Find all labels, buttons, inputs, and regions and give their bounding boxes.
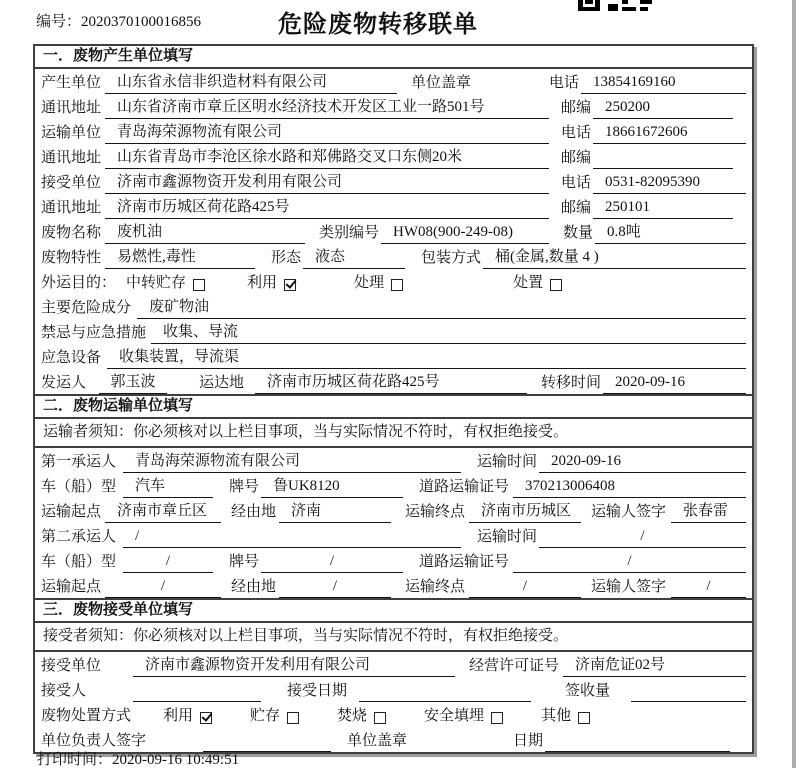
producer-value: 山东省永信非织造材料有限公司 — [105, 70, 397, 94]
transfer-time-label: 转移时间 — [541, 375, 602, 391]
accept-unit-label: 接受单位 — [41, 658, 102, 674]
quantity-value: 0.8吨 — [595, 220, 746, 244]
permit1-label: 道路运输证号 — [419, 479, 510, 495]
zip3-value: 250101 — [593, 199, 733, 219]
origin2-label: 运输起点 — [41, 579, 102, 595]
purpose-use-checkbox — [284, 279, 296, 291]
time1-label: 运输时间 — [477, 454, 538, 470]
vehicle2-value: / — [123, 553, 213, 573]
purpose-row — [35, 269, 752, 294]
category-value: HW08(900-249-08) — [381, 224, 549, 244]
via2-value: / — [279, 578, 391, 598]
transporter-value: 青岛海荣源物流有限公司 — [105, 120, 549, 144]
date-label: 日期 — [513, 733, 544, 749]
license-value: 济南危证02号 — [563, 653, 746, 677]
zip2-label: 邮编 — [561, 150, 592, 166]
document-header — [0, 0, 796, 44]
disposal-other-label: 其他 — [541, 708, 572, 724]
sign2-label: 运输人签字 — [591, 579, 667, 595]
carrier2-label: 第二承运人 — [41, 529, 117, 545]
purpose-dispose-checkbox — [550, 279, 562, 291]
document-number-label: 编号： — [36, 14, 82, 30]
purpose-transfer-checkbox — [193, 279, 205, 291]
zip1-label: 邮编 — [561, 100, 592, 116]
origin2-value: / — [105, 578, 221, 598]
producer-row — [35, 69, 752, 94]
receiver-label: 接受单位 — [41, 175, 102, 191]
phone3-value: 0531-82095390 — [593, 174, 746, 194]
zip3-label: 邮编 — [561, 200, 592, 216]
waste-name-label: 废物名称 — [41, 225, 102, 241]
addr1-label: 通讯地址 — [41, 100, 102, 116]
purpose-option-dispose-label: 处置 — [513, 275, 544, 291]
quantity-label: 数量 — [563, 225, 594, 241]
dest-label: 运达地 — [199, 375, 245, 391]
hazard-label: 主要危险成分 — [41, 300, 132, 316]
purpose-option-transfer-label: 中转贮存 — [126, 275, 187, 291]
disposal-label: 废物处置方式 — [41, 708, 132, 724]
transporter-label: 运输单位 — [41, 125, 102, 141]
dest1-label: 运输终点 — [405, 504, 466, 520]
unit-seal2-label: 单位盖章 — [347, 733, 408, 749]
date-value — [545, 749, 730, 752]
transporter-row — [35, 119, 752, 144]
route2-row — [35, 573, 752, 598]
sign1-value: 张春雷 — [671, 499, 746, 523]
shipper-value: 郭玉波 — [99, 370, 167, 394]
addr3-label: 通讯地址 — [41, 200, 102, 216]
phone1-value: 13854169160 — [581, 74, 746, 94]
amount-value — [631, 699, 746, 702]
disposal-use-label: 利用 — [163, 708, 194, 724]
license-label: 经营许可证号 — [469, 658, 560, 674]
form-label: 形态 — [271, 250, 302, 266]
dest-value: 济南市历城区荷花路425号 — [255, 370, 527, 394]
disposal-burn-label: 焚烧 — [337, 708, 368, 724]
zip2-value — [593, 166, 733, 169]
dest2-label: 运输终点 — [405, 579, 466, 595]
chief-sign-label: 单位负责人签字 — [41, 733, 147, 749]
disposal-use-checkbox — [200, 712, 212, 724]
packing-label: 包装方式 — [421, 250, 482, 266]
waste-name-row — [35, 219, 752, 244]
vehicle1-value: 汽车 — [123, 474, 213, 498]
taboo-row — [35, 319, 752, 344]
page-title: 危险废物转移联单 — [278, 12, 478, 38]
taboo-value: 收集、导流 — [151, 320, 746, 344]
carrier1-label: 第一承运人 — [41, 454, 117, 470]
plate1-value: 鲁UK8120 — [261, 474, 403, 498]
plate2-value: / — [261, 553, 403, 573]
hazard-value: 废矿物油 — [137, 295, 746, 319]
packing-value: 桶(金属,数量 4 ) — [483, 245, 746, 269]
vehicle1-label: 车（船）型 — [41, 479, 117, 495]
section2-header: 二．废物运输单位填写 — [35, 394, 752, 419]
shipper-row — [35, 369, 752, 394]
disposal-store-checkbox — [287, 712, 299, 724]
carrier1-row — [35, 448, 752, 473]
phone2-label: 电话 — [561, 125, 592, 141]
print-time — [37, 748, 239, 768]
origin1-label: 运输起点 — [41, 504, 102, 520]
addr2-label: 通讯地址 — [41, 150, 102, 166]
phone3-label: 电话 — [561, 175, 592, 191]
hazard-row — [35, 294, 752, 319]
plate1-label: 牌号 — [229, 479, 260, 495]
zip1-value: 250200 — [593, 99, 733, 119]
receiver-row — [35, 169, 752, 194]
trait-value: 易燃性,毒性 — [105, 245, 255, 269]
vehicle2-row — [35, 548, 752, 573]
dest1-value: 济南市历城区 — [469, 499, 581, 523]
sign1-label: 运输人签字 — [591, 504, 667, 520]
time2-label: 运输时间 — [477, 529, 538, 545]
trait-label: 废物特性 — [41, 250, 102, 266]
dest2-value: / — [469, 578, 581, 598]
disposal-landfill-label: 安全填埋 — [424, 708, 485, 724]
print-time-value: 2020-09-16 10:49:51 — [112, 752, 240, 768]
section3-header: 三．废物接受单位填写 — [35, 598, 752, 623]
disposal-store-label: 贮存 — [250, 708, 281, 724]
transfer-time-value: 2020-09-16 — [603, 374, 746, 394]
form-value: 液态 — [303, 245, 405, 269]
vehicle1-row — [35, 473, 752, 498]
sign2-value: / — [671, 578, 746, 598]
acceptor-label: 接受人 — [41, 683, 87, 699]
amount-label: 签收量 — [565, 683, 611, 699]
disposal-burn-checkbox — [374, 712, 386, 724]
carrier2-row — [35, 523, 752, 548]
unit-seal-label: 单位盖章 — [411, 75, 472, 91]
permit1-value: 370213006408 — [513, 478, 746, 498]
permit2-label: 道路运输证号 — [419, 554, 510, 570]
disposal-landfill-checkbox — [491, 712, 503, 724]
disposal-row — [35, 702, 752, 727]
addr2-value: 山东省青岛市李沧区徐水路和郑佛路交叉口东侧20米 — [105, 145, 549, 169]
via1-label: 经由地 — [231, 504, 277, 520]
carrier2-value: / — [123, 528, 461, 548]
permit2-value: / — [513, 553, 746, 573]
producer-label: 产生单位 — [41, 75, 102, 91]
addr3-value: 济南市历城区荷花路425号 — [105, 195, 549, 219]
accept-unit-row — [35, 652, 752, 677]
print-time-label: 打印时间： — [37, 752, 113, 768]
transporter-address-row — [35, 144, 752, 169]
accept-date-label: 接受日期 — [287, 683, 348, 699]
route1-row — [35, 498, 752, 523]
equipment-row — [35, 344, 752, 369]
origin1-value: 济南市章丘区 — [105, 499, 221, 523]
accept-unit-value: 济南市鑫源物资开发利用有限公司 — [133, 653, 455, 677]
time2-value: / — [539, 528, 746, 548]
phone2-value: 18661672606 — [593, 124, 746, 144]
equipment-value: 收集装置，导流渠 — [107, 345, 746, 369]
page-right-edge — [792, 0, 796, 768]
receiver-address-row — [35, 194, 752, 219]
waste-trait-row — [35, 244, 752, 269]
qr-code-fragment — [578, 0, 654, 12]
carrier1-value: 青岛海荣源物流有限公司 — [123, 449, 461, 473]
taboo-label: 禁忌与应急措施 — [41, 325, 147, 341]
section2-notice: 运输者须知：你必须核对以上栏目事项，当与实际情况不符时，有权拒绝接受。 — [35, 419, 752, 448]
disposal-other-checkbox — [578, 712, 590, 724]
section3-notice: 接受者须知：你必须核对以上栏目事项，当与实际情况不符时，有权拒绝接受。 — [35, 623, 752, 652]
purpose-option-treat-label: 处理 — [354, 275, 385, 291]
via1-value: 济南 — [279, 499, 391, 523]
via2-label: 经由地 — [231, 579, 277, 595]
time1-value: 2020-09-16 — [539, 453, 746, 473]
shipper-label: 发运人 — [41, 375, 87, 391]
section1-header: 一．废物产生单位填写 — [35, 46, 752, 69]
vehicle2-label: 车（船）型 — [41, 554, 117, 570]
acceptor-value — [133, 699, 261, 702]
addr1-value: 山东省济南市章丘区明水经济技术开发区工业一路501号 — [105, 95, 549, 119]
purpose-option-use-label: 利用 — [247, 275, 278, 291]
producer-address-row — [35, 94, 752, 119]
plate2-label: 牌号 — [229, 554, 260, 570]
acceptor-row — [35, 677, 752, 702]
purpose-treat-checkbox — [391, 279, 403, 291]
manifest-form-table — [33, 44, 754, 754]
equipment-label: 应急设备 — [41, 350, 102, 366]
purpose-label: 外运目的： — [41, 275, 117, 291]
waste-name-value: 废机油 — [105, 220, 305, 244]
accept-date-value — [359, 699, 531, 702]
receiver-value: 济南市鑫源物资开发利用有限公司 — [105, 170, 549, 194]
category-label: 类别编号 — [319, 225, 380, 241]
phone1-label: 电话 — [549, 75, 580, 91]
document-number-value: 2020370100016856 — [81, 14, 202, 30]
